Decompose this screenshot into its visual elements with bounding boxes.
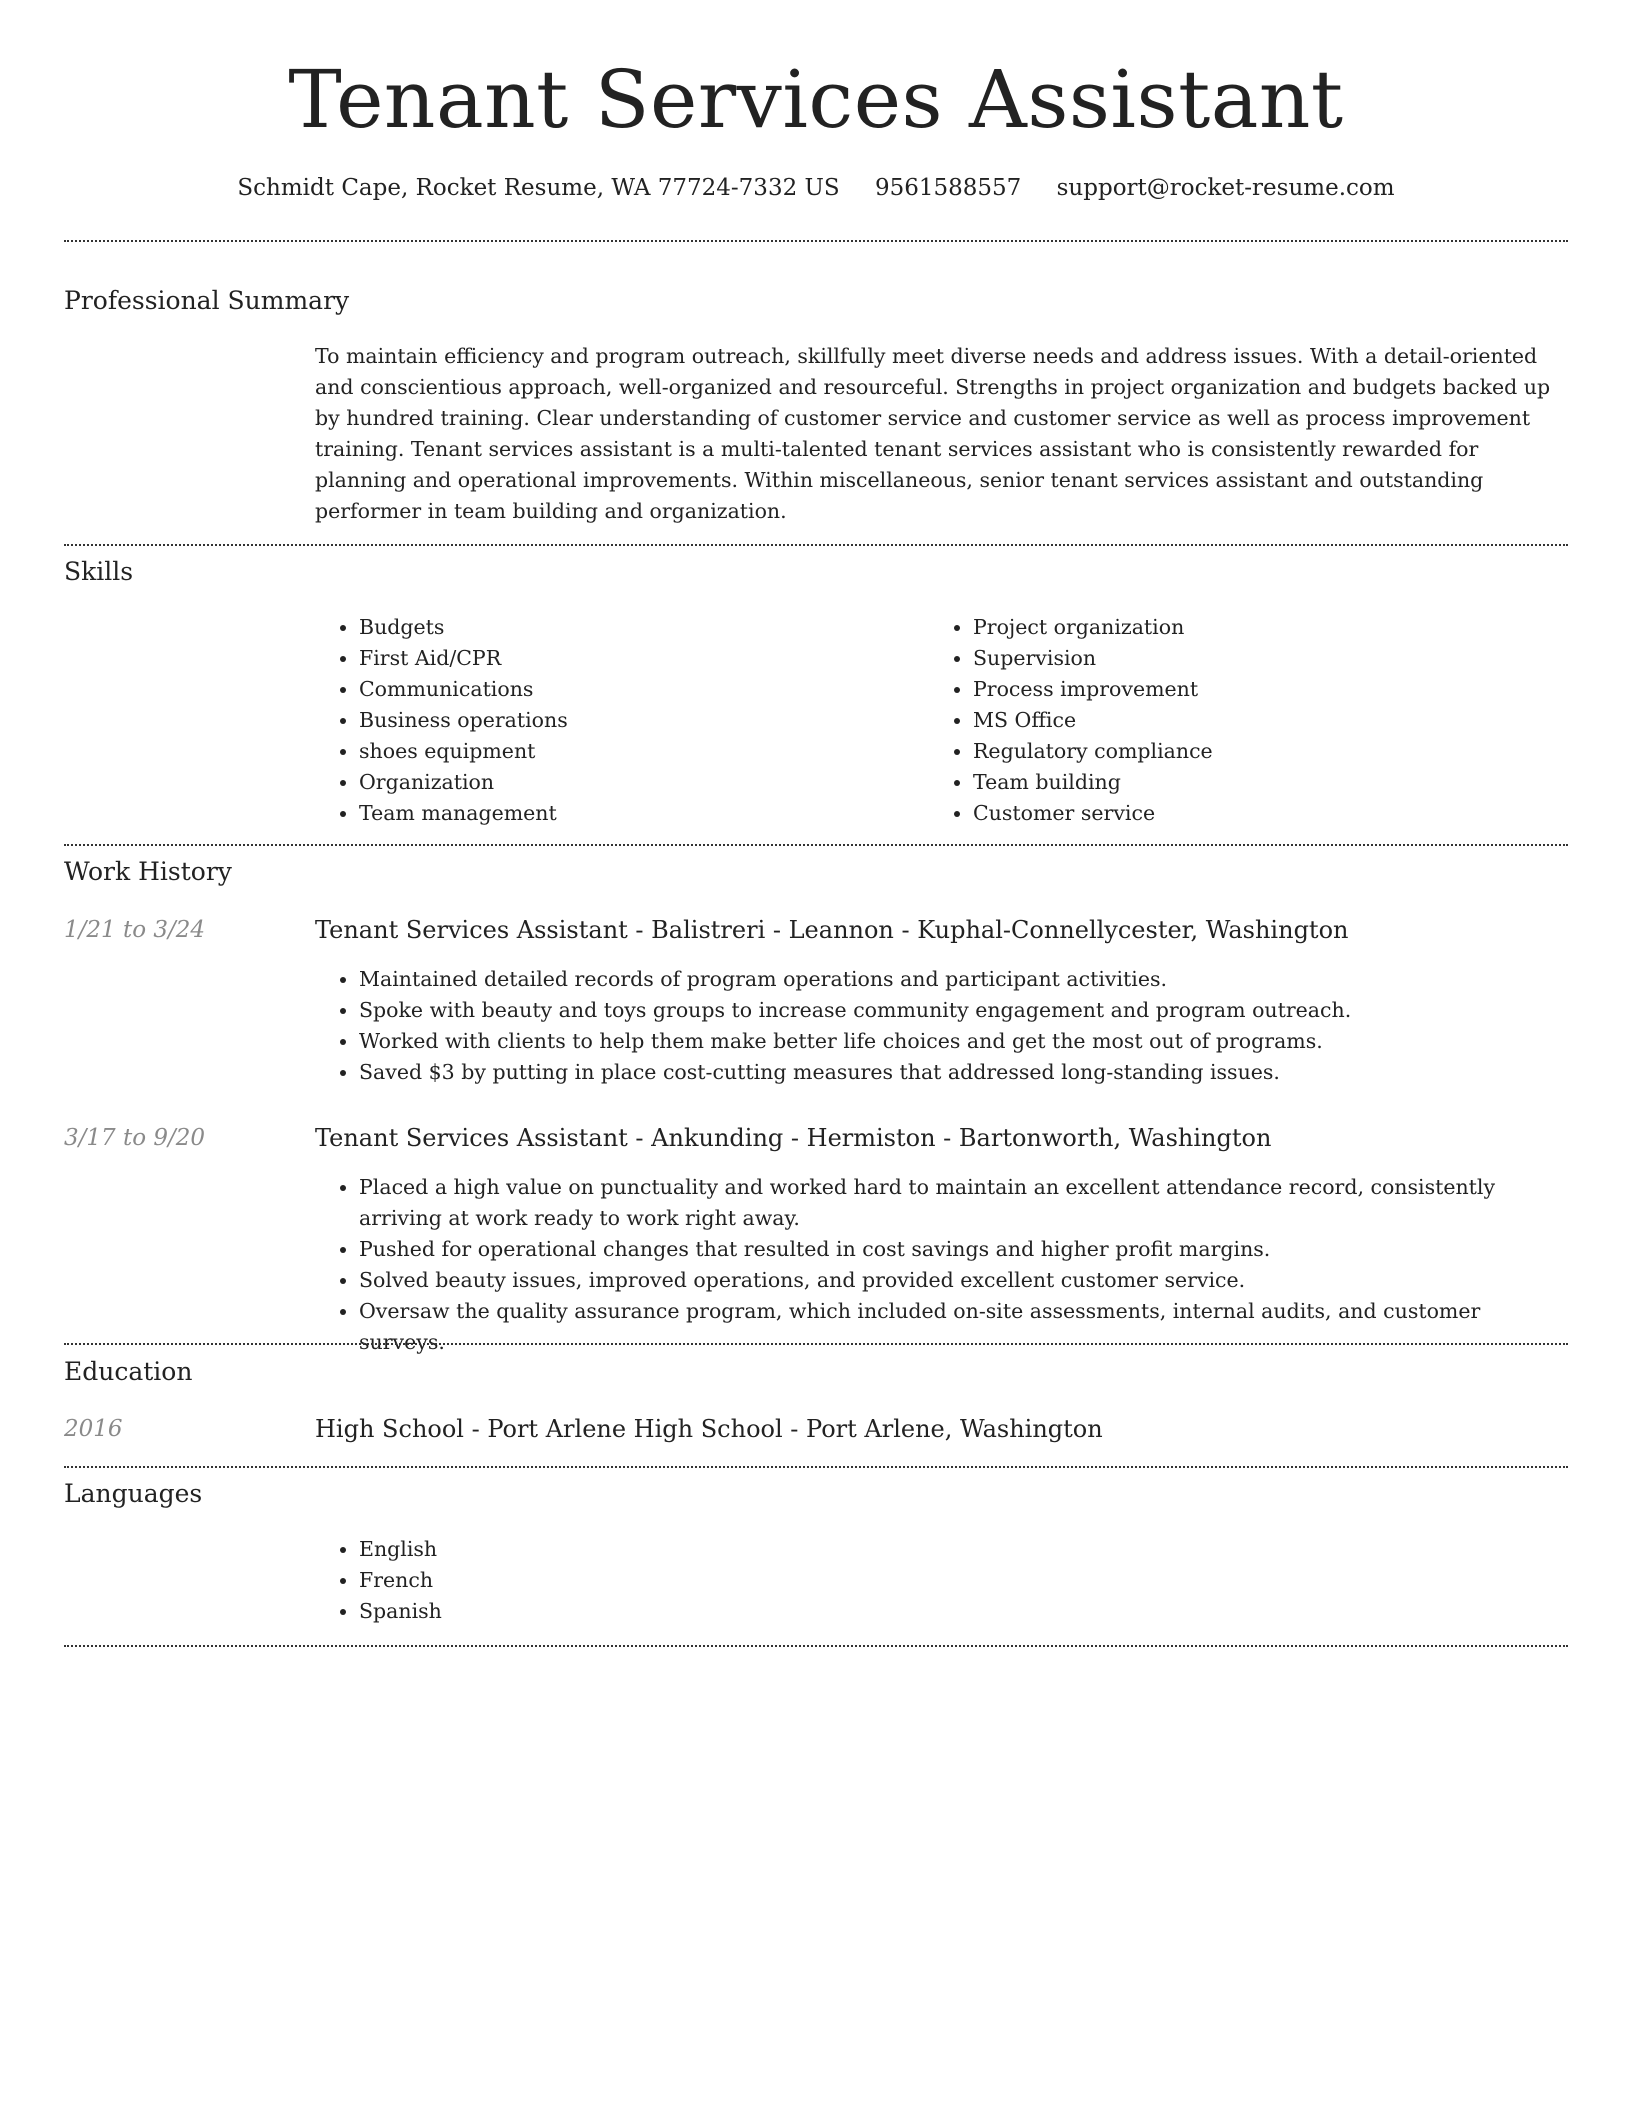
skills-list-right (929, 612, 1593, 829)
job-dates: 3/17 to 9/20 (64, 1125, 206, 1151)
skill-item: • Business operations (359, 705, 919, 736)
education-heading (315, 1412, 1567, 1446)
job-employer: - Balistreri - Leannon - Kuphal-Connellycester, Washington (627, 916, 1349, 944)
job-dates: 1/21 to 3/24 (64, 917, 206, 943)
skill-item: • Project organization (973, 612, 1593, 643)
section-title-languages: Languages (64, 1479, 203, 1508)
skill-item: • Team management (359, 798, 919, 829)
skill-item: • Communications (359, 674, 919, 705)
skill-item: • Organization (359, 767, 919, 798)
job-bullets (315, 964, 1567, 1088)
contact-email: support@rocket-resume.com (1056, 175, 1395, 201)
job-bullet: • Spoke with beauty and toys groups to increase community engagement and program outreach. (359, 995, 1567, 1026)
section-title-summary: Professional Summary (64, 286, 350, 315)
skill-item: • Budgets (359, 612, 919, 643)
job-bullet: • Solved beauty issues, improved operations, and provided excellent customer service. (359, 1265, 1567, 1296)
candidate-name: Tenant Services Assistant (288, 53, 1344, 146)
summary-text: To maintain efficiency and program outreach, skillfully meet diverse needs and address issues. With a detail-oriented and conscientious approach, well-organized and resourceful. Strengths in project organization and budgets backed up by hundred training. Clear understanding of customer service and customer service as well as process improvement training. Tenant services assistant is a multi-talented tenant services assistant who is consistently rewarded for planning and operational improvements. Within miscellaneous, senior tenant services assistant and outstanding performer in team building and organization. (315, 344, 1551, 523)
skill-item: • shoes equipment (359, 736, 919, 767)
education-degree: High School (315, 1415, 464, 1443)
divider (64, 544, 1568, 546)
divider (64, 1343, 1568, 1345)
language-item: • French (359, 1565, 919, 1596)
skill-item: • MS Office (973, 705, 1593, 736)
job-bullet: • Worked with clients to help them make better life choices and get the most out of programs. (359, 1026, 1567, 1057)
job-bullet: • Placed a high value on punctuality and worked hard to maintain an excellent attendance record, consistently arriving at work ready to work right away. (359, 1172, 1567, 1234)
contact-address: Schmidt Cape, Rocket Resume, WA 77724-7332 US (237, 175, 840, 201)
job-role: Tenant Services Assistant (315, 916, 628, 944)
job-bullet: • Pushed for operational changes that resulted in cost savings and higher profit margins. (359, 1234, 1567, 1265)
skills-list-left (315, 612, 919, 829)
skill-item: • Regulatory compliance (973, 736, 1593, 767)
divider (64, 1645, 1568, 1647)
education-year: 2016 (64, 1416, 123, 1442)
section-title-work-history: Work History (64, 857, 232, 886)
divider (64, 240, 1568, 242)
language-item: • English (359, 1534, 919, 1565)
contact-line (0, 170, 1632, 206)
section-title-education: Education (64, 1357, 193, 1386)
divider (64, 1466, 1568, 1468)
skill-item: • Team building (973, 767, 1593, 798)
divider (64, 844, 1568, 846)
job-role: Tenant Services Assistant (315, 1124, 628, 1152)
section-title-skills: Skills (64, 557, 134, 586)
languages-list (315, 1534, 919, 1627)
skill-item: • Process improvement (973, 674, 1593, 705)
job-heading (315, 1121, 1567, 1155)
job-heading (315, 913, 1567, 947)
skill-item: • Customer service (973, 798, 1593, 829)
skill-item: • Supervision (973, 643, 1593, 674)
language-item: • Spanish (359, 1596, 919, 1627)
contact-phone: 9561588557 (874, 175, 1022, 201)
job-bullets (315, 1172, 1567, 1358)
skill-item: • First Aid/CPR (359, 643, 919, 674)
job-employer: - Ankunding - Hermiston - Bartonworth, Washington (627, 1124, 1272, 1152)
job-bullet: • Maintained detailed records of program operations and participant activities. (359, 964, 1567, 995)
job-bullet: • Oversaw the quality assurance program, which included on-site assessments, internal audits, and customer surveys. (359, 1296, 1567, 1358)
job-bullet: • Saved $3 by putting in place cost-cutting measures that addressed long-standing issues. (359, 1057, 1567, 1088)
education-school: - Port Arlene High School - Port Arlene, Washington (463, 1415, 1103, 1443)
